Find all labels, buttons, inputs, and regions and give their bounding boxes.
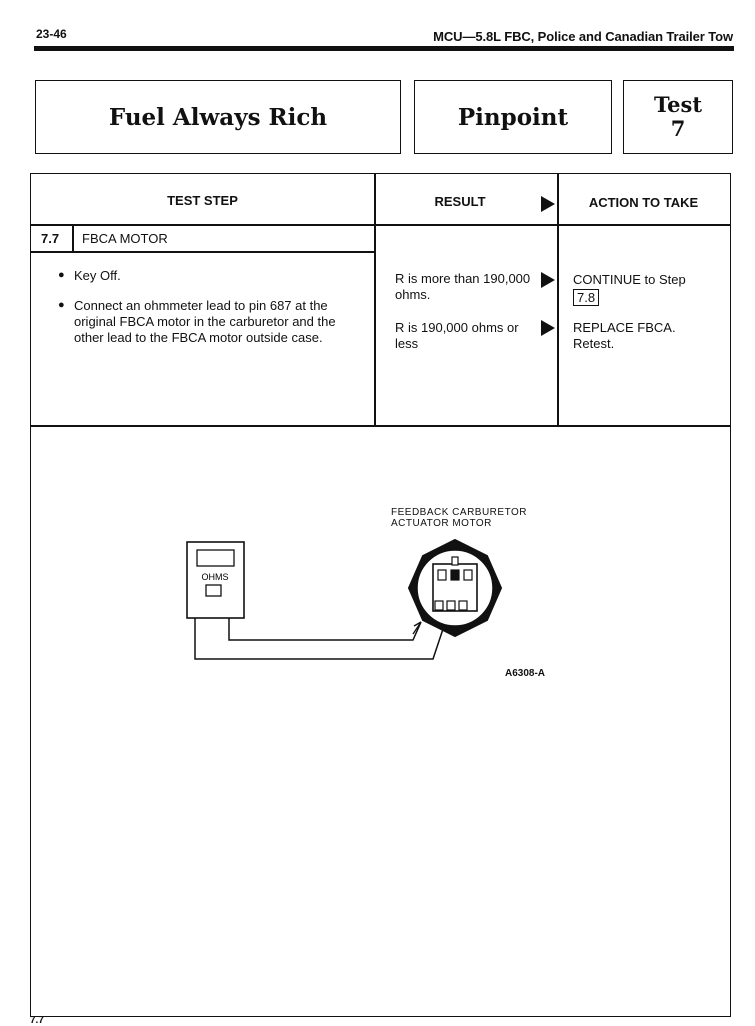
test-number: 7 [670, 116, 686, 141]
section-title: MCU—5.8L FBC, Police and Canadian Trailer Tow [433, 29, 733, 44]
connector-pin [447, 601, 455, 610]
ohmmeter-knob [206, 585, 221, 596]
test-step-instructions [58, 268, 368, 360]
result-1-arrow-icon [541, 272, 555, 288]
col-header-test-step: TEST STEP [167, 193, 238, 208]
connector-pin [438, 570, 446, 580]
step-number: 7.7 [41, 231, 60, 246]
step-bullet-2: ● Connect an ohmmeter lead to pin 687 at the original FBCA motor in the carburetor and the other lead to the FBCA motor outside case. [58, 298, 368, 346]
step-ref-box: 7.8 [573, 289, 599, 306]
step-bullet-1: ● Key Off. [58, 268, 368, 284]
title-box-pinpoint [414, 80, 612, 154]
footer-mark: 7.7 [30, 1015, 44, 1026]
step-title-divider [31, 251, 374, 253]
connector-pin [435, 601, 443, 610]
lead-pin [229, 618, 421, 640]
divider-step-result [374, 174, 376, 426]
page-number: 23-46 [36, 27, 67, 41]
step-number-divider [72, 224, 74, 252]
action-1 [573, 272, 723, 306]
ohmmeter-diagram [31, 427, 729, 727]
ohmmeter-display [197, 550, 234, 566]
motor-label-line2: ACTUATOR MOTOR [391, 518, 492, 529]
connector-pin [464, 570, 472, 580]
action-2: REPLACE FBCA. Retest. [573, 320, 676, 351]
test-label: Test [653, 92, 703, 117]
col-header-result: RESULT [434, 194, 486, 209]
col-header-action: ACTION TO TAKE [588, 195, 699, 210]
result-arrow-icon [541, 196, 555, 212]
header-row-divider [31, 224, 730, 226]
header-rule [34, 46, 734, 51]
connector-pin [459, 601, 467, 610]
motor-label [391, 507, 527, 529]
result-2: R is 190,000 ohms or less [395, 320, 519, 351]
connector-key [452, 557, 458, 565]
result-1: R is more than 190,000 ohms. [395, 271, 531, 302]
divider-result-action [557, 174, 559, 426]
title-box-main [35, 80, 401, 154]
page-title: Fuel Always Rich [108, 103, 328, 131]
pinpoint-label: Pinpoint [457, 103, 569, 131]
connector-pin [451, 570, 459, 580]
result-2-arrow-icon [541, 320, 555, 336]
motor-label-line1: FEEDBACK CARBURETOR [391, 507, 528, 518]
ohmmeter-label: OHMS [201, 572, 229, 582]
step-title: FBCA MOTOR [82, 231, 168, 246]
action-1-text: CONTINUE to Step [573, 272, 686, 287]
title-box-test [623, 80, 733, 154]
figure-id: A6308-A [505, 668, 546, 679]
